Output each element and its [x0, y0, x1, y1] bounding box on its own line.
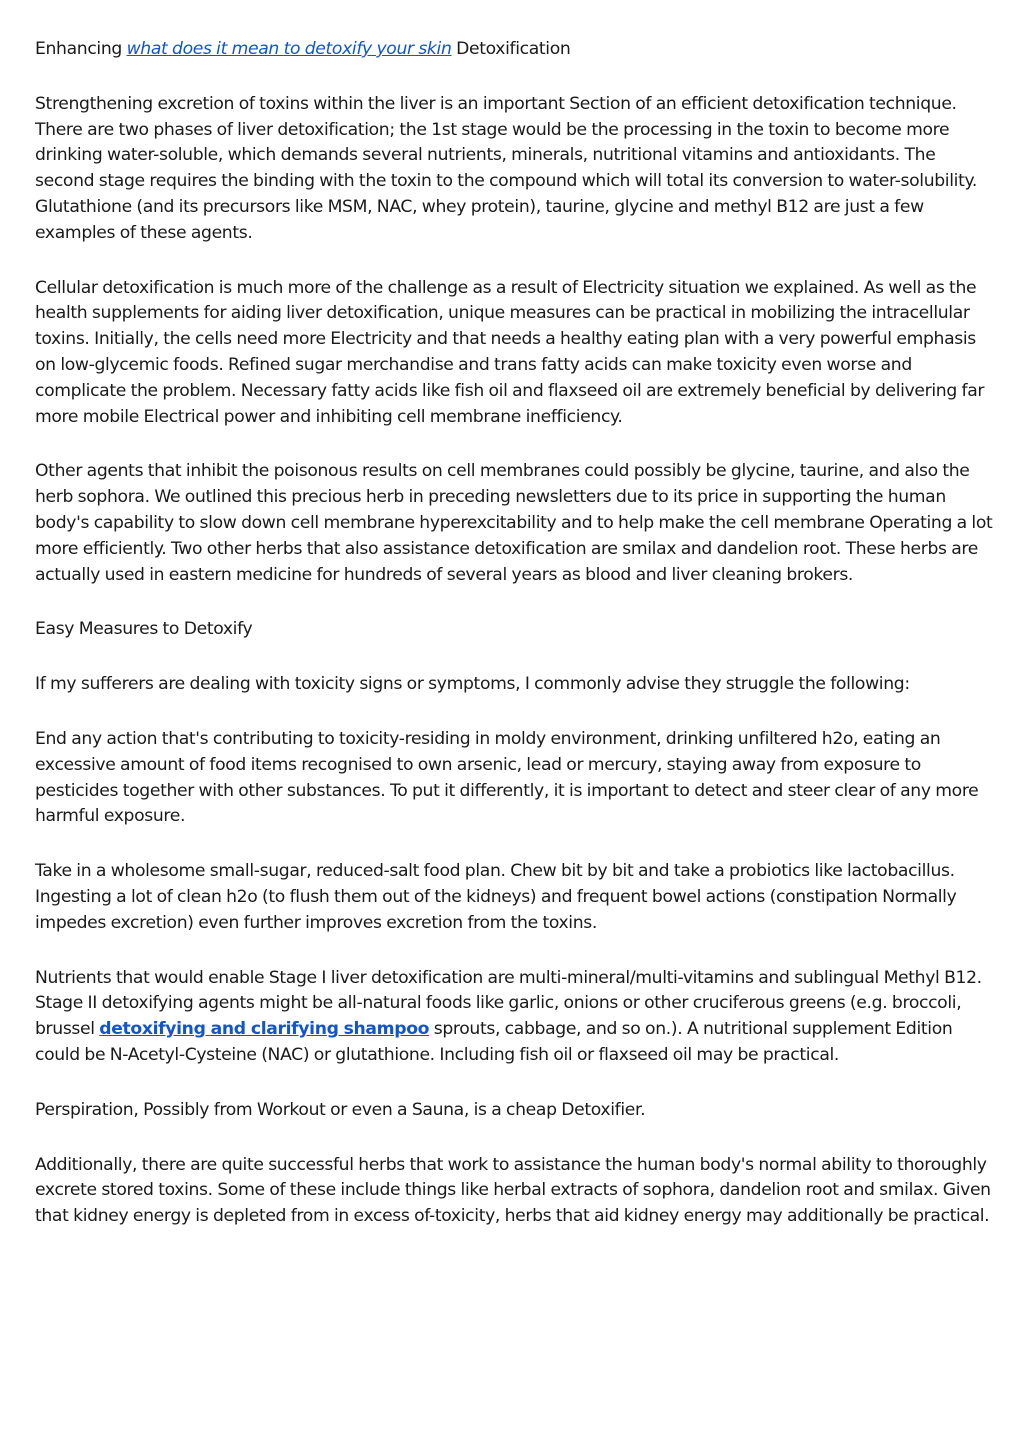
paragraph-nutrients — [35, 966, 993, 1069]
title-suffix: Detoxification — [451, 39, 571, 59]
paragraph-advice-intro: If my sufferers are dealing with toxicity signs or symptoms, I commonly advise they struggle the following: — [35, 674, 910, 695]
title-line — [35, 37, 993, 63]
paragraph-food-plan: Take in a wholesome small-sugar, reduced-salt food plan. Chew bit by bit and take a probiotics like lactobacillus. Ingesting a lot of clean h2o (to flush them out of the kidneys) and frequent bowel actions (constipation Normally impedes excretion) even further improves excretion from the toxins. — [35, 861, 957, 933]
paragraph-liver-excretion: Strengthening excretion of toxins within the liver is an important Section of an efficient detoxification technique. There are two phases of liver detoxification; the 1st stage would be the processing in the toxin to become more drinking water-soluble, which demands several nutrients, minerals, nutritional vitamins and antioxidants. The second stage requires the binding with the toxin to the compound which will total its conversion to water-solubility. Glutathione (and its precursors like MSM, NAC, whey protein), taurine, glycine and methyl B12 are just a few examples of these agents. — [35, 93, 977, 243]
paragraph-other-agents: Other agents that inhibit the poisonous results on cell membranes could possibly be glycine, taurine, and also the herb sophora. We outlined this precious herb in preceding newsletters due to its price in supporting the human body's capability to slow down cell membrane hyperexcitability and to help make the cell membrane Operating a lot more efficiently. Two other herbs that also assistance detoxification are smilax and dandelion root. These herbs are actually used in eastern medicine for hundreds of several years as blood and liver cleaning brokers. — [35, 461, 993, 585]
paragraph-perspiration: Perspiration, Possibly from Workout or even a Sauna, is a cheap Detoxifier. — [35, 1099, 646, 1120]
title-prefix: Enhancing — [35, 39, 127, 59]
paragraph-end-exposure: End any action that's contributing to toxicity-residing in moldy environment, drinking unfiltered h2o, eating an excessive amount of food items recognised to own arsenic, lead or mercury, staying away from exposure to pesticides together with other substances. To put it differently, it is important to detect and steer clear of any more harmful exposure. — [35, 728, 979, 827]
nutrients-text-before: Nutrients that would enable Stage I liver detoxification are multi-mineral/multi-vitamins and sublingual Methyl B12. Stage II detoxifying agents might be all-natural foods like garlic, onions or other cruciferous greens (e.g. broccoli, brussel — [35, 967, 982, 1040]
paragraph-herbs: Additionally, there are quite successful herbs that work to assistance the human body's normal ability to thoroughly excrete stored toxins. Some of these include things like herbal extracts of sophora, dandelion root and smilax. Given that kidney energy is depleted from in excess of-toxicity, herbs that aid kidney energy may additionally be practical. — [35, 1154, 991, 1227]
paragraph-cellular-detox: Cellular detoxification is much more of the challenge as a result of Electricity situation we explained. As well as the health supplements for aiding liver detoxification, unique measures can be practical in mobilizing the intracellular toxins. Initially, the cells need more Electricity and that needs a healthy eating plan with a very powerful emphasis on low-glycemic foods. Refined sugar merchandise and trans fatty acids can make toxicity even worse and complicate the problem. Necessary fatty acids like fish oil and flaxseed oil are extremely beneficial by delivering far more mobile Electrical power and inhibiting cell membrane inefficiency. — [35, 277, 985, 427]
nutrients-text-after: sprouts, cabbage, and so on.). A nutritional supplement Edition could be N-Acetyl-Cysteine (NAC) or glutathione. Including fish oil or flaxseed oil may be practical. — [35, 1019, 953, 1065]
document-body — [35, 37, 993, 1259]
section-heading-easy-measures: Easy Measures to Detoxify — [35, 619, 253, 640]
skin-detox-link[interactable]: what does it mean to detoxify your skin — [126, 39, 452, 59]
shampoo-link[interactable]: detoxifying and clarifying shampoo — [99, 1019, 430, 1040]
